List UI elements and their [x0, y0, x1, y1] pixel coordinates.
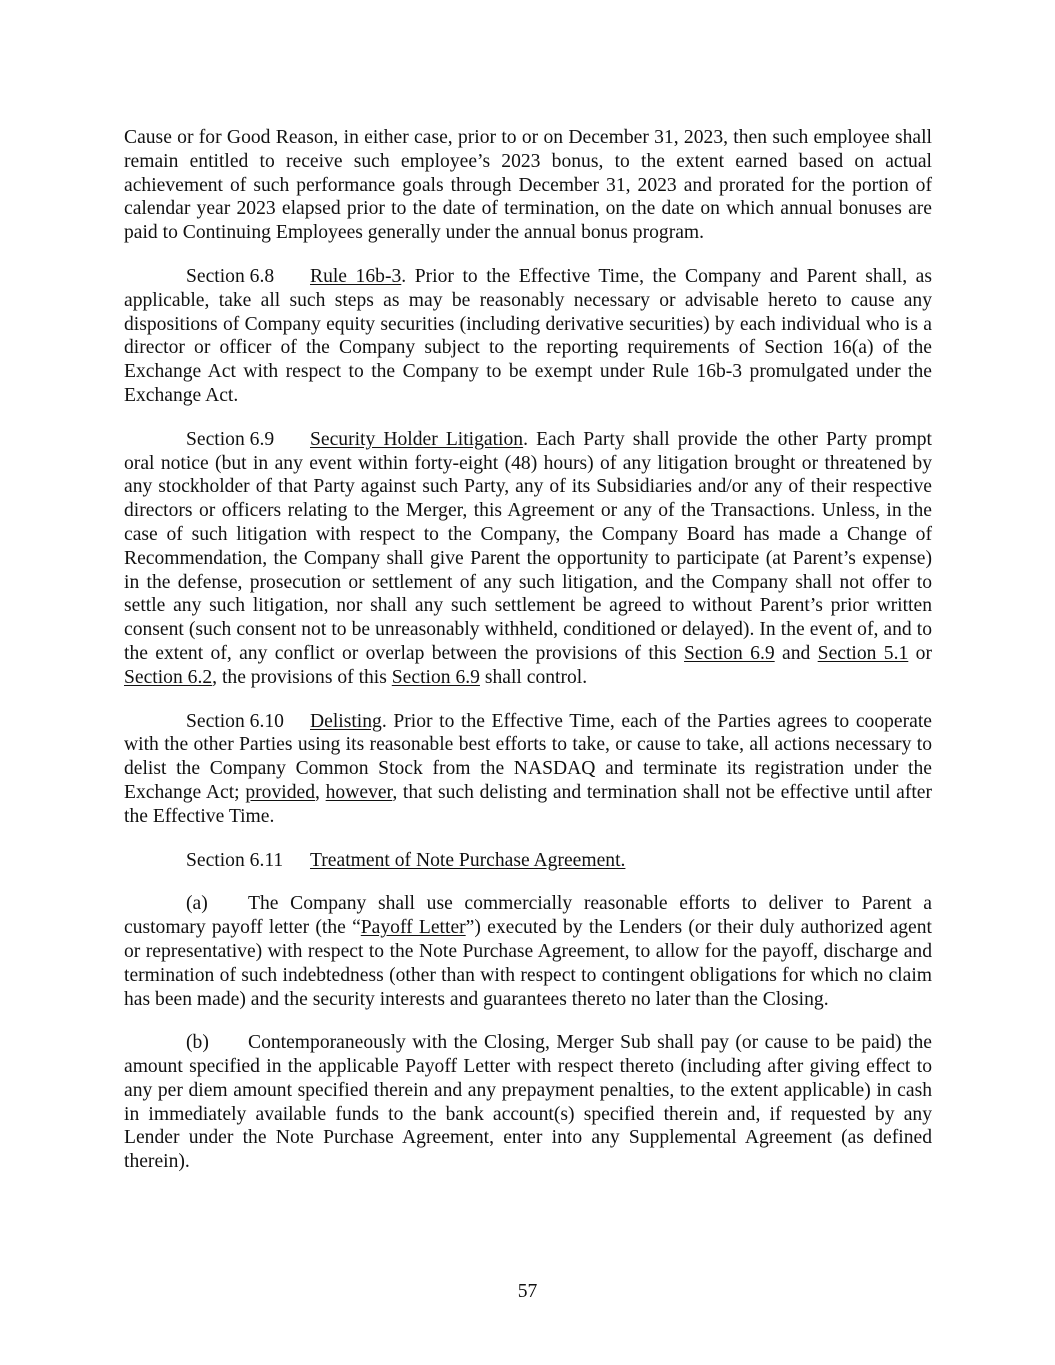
connector-text: ,: [315, 781, 326, 803]
section-body-end: shall control.: [479, 666, 588, 688]
section-number: Section 6.8: [186, 265, 275, 287]
emphasis-term: however: [325, 781, 393, 803]
page-number: 57: [517, 1281, 538, 1302]
paragraph-continuation: Cause or for Good Reason, in either case, prior to or on December 31, 2023, then such employee shall remain entitled to receive such employee’s 2023 bonus, to the extent earned based on actual achievement of such performance goals through December 31, 2023 and prorated for the portion of calendar year 2023 elapsed prior to the date of termination, on the date on which annual bonuses are paid to Continuing Employees generally under the annual bonus program.: [124, 127, 932, 244]
subparagraph-a: [124, 892, 932, 1011]
subparagraph-label: (a): [186, 893, 208, 915]
section-6-10: [124, 710, 932, 829]
document-page: [124, 126, 932, 1194]
subparagraph-body-end: ”) executed by the Lenders (or their duly authorized agent or representative) with respect to the Note Purchase Agreement, to allow for the payoff, discharge and termination of such indebtedness (other than with respect to contingent obligations for which no claim has been made) and the security interests and guarantees thereto no later than the Closing.: [124, 917, 932, 1010]
section-6-8: [124, 265, 932, 408]
connector-text: or: [908, 642, 932, 664]
section-6-9: [124, 428, 932, 690]
subparagraph-label: (b): [186, 1032, 209, 1054]
section-title: Rule 16b-3: [310, 265, 402, 287]
section-number: Section 6.9: [186, 428, 275, 450]
cross-reference: Section 6.9: [391, 666, 480, 688]
section-number: Section 6.10: [186, 710, 284, 732]
section-title: Security Holder Litigation: [310, 428, 524, 450]
subparagraph-body: The Company shall use commercially reasonable efforts to deliver to Parent a customary payoff letter (the “: [124, 893, 932, 939]
subparagraph-b: [124, 1031, 932, 1174]
cross-reference: Section 6.9: [684, 642, 775, 664]
section-body-end: , that such delisting and termination shall not be effective until after the Effective Time.: [124, 781, 933, 827]
emphasis-term: provided: [245, 781, 315, 803]
connector-text: and: [774, 642, 818, 664]
section-6-11: [124, 849, 932, 873]
section-title: Treatment of Note Purchase Agreement.: [310, 849, 626, 871]
section-body: . Prior to the Effective Time, the Company and Parent shall, as applicable, take all such steps as may be reasonably necessary or advisable hereto to cause any dispositions of Company equity securities (including derivative securities) by each individual who is a director or officer of the Company subject to the reporting requirements of Section 16(a) of the Exchange Act with respect to the Company to be exempt under Rule 16b-3 promulgated under the Exchange Act.: [124, 265, 932, 406]
section-body: . Each Party shall provide the other Party prompt oral notice (but in any event within forty-eight (48) hours) of any litigation brought or threatened by any stockholder of that Party against such Party, any of its Subsidiaries and/or any of their respective directors or officers relating to the Merger, this Agreement or any of the Transactions. Unless, in the case of such litigation with respect to the Company, the Company Board has made a Change of Recommendation, the Company shall give Parent the opportunity to participate (at Parent’s expense) in the defense, prosecution or settlement of any such litigation, and the Company shall not offer to settle any such litigation, nor shall any such settlement be agreed to without Parent’s prior written consent (such consent not to be unreasonably withheld, conditioned or delayed). In the event of, and to the extent of, any conflict or overlap between the provisions of this: [124, 428, 933, 664]
defined-term: Payoff Letter: [360, 917, 466, 939]
cross-reference: Section 6.2: [124, 666, 213, 688]
connector-text: , the provisions of this: [212, 666, 392, 688]
section-body: . Prior to the Effective Time, each of the Parties agrees to cooperate with the other Parties using its reasonable best efforts to take, or cause to take, all actions necessary to delist the Company Common Stock from the NASDAQ and terminate its registration under the Exchange Act;: [124, 710, 932, 803]
section-title: Delisting: [310, 710, 382, 732]
cross-reference: Section 5.1: [817, 642, 909, 664]
section-number: Section 6.11: [186, 849, 284, 871]
subparagraph-body: Contemporaneously with the Closing, Merger Sub shall pay (or cause to be paid) the amount specified in the applicable Payoff Letter with respect thereto (including after giving effect to any per diem amount specified therein and any prepayment penalties, to the extent applicable) in cash in immediately available funds to the bank account(s) specified therein and, if requested by any Lender under the Note Purchase Agreement, enter into any Supplemental Agreement (as defined therein).: [124, 1032, 932, 1173]
